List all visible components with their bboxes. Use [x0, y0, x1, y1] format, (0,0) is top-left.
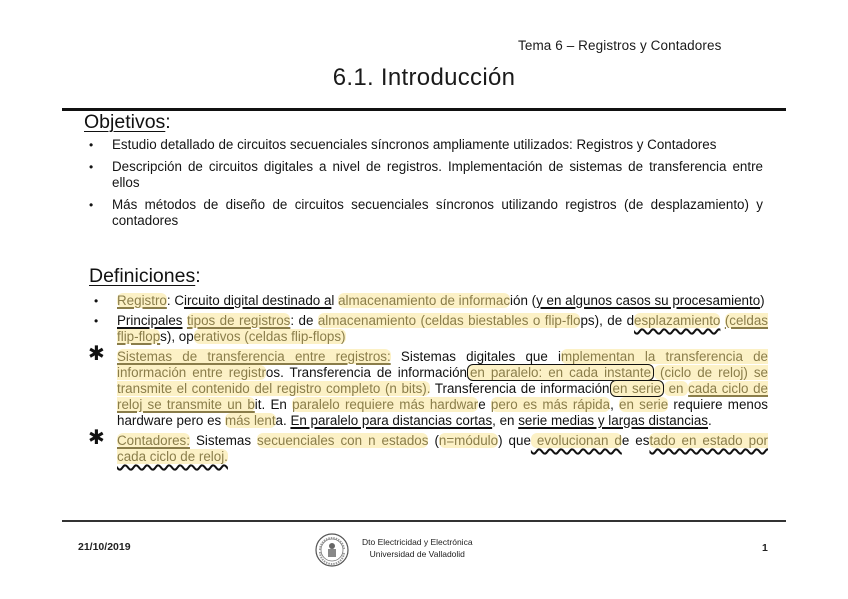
slide-topic: Tema 6 – Registros y Contadores	[518, 38, 722, 53]
footer-organization: Dto Electricidad y Electrónica Universidad de Valladolid	[362, 537, 473, 559]
objective-item: • Más métodos de diseño de circuitos secuenciales síncronos utilizando registros (de desplazamiento) y contadores	[89, 197, 763, 229]
asterisk-mark-icon: ✱	[88, 343, 105, 365]
definition-transferencia: ✱ Sistemas de transferencia entre registros: Sistemas digitales que implementan la transferencia de información entre registros. Transferencia de información en paralelo: en cada instante (ciclo de reloj) se transmite el contenido del registro completo (n bits). Transferencia de información en serie en cada ciclo de reloj se transmite un bit. En paralelo requiere más hardware pero es más rápida, en serie requiere menos hardware pero es más lenta. En paralelo para distancias cortas, en serie medias y largas distancias.	[88, 343, 768, 428]
definition-tipos: • Principales tipos de registros: de almacenamiento (celdas biestables o flip-flops), de desplazamiento (celdas flip-flops), operativos (celdas flip-flops)	[94, 313, 768, 345]
definition-contadores: ✱ Contadores: Sistemas secuenciales con n estados (n=módulo) que evolucionan de estado en estado por cada ciclo de reloj.	[88, 427, 768, 464]
slide-title	[0, 64, 848, 92]
asterisk-mark-icon: ✱	[88, 427, 105, 449]
slide-title-text: 6.1. Introducción	[332, 64, 516, 91]
definitions-heading: Definiciones:	[89, 265, 201, 287]
definition-registro: • Registro: Circuito digital destinado al almacenamiento de información (y en algunos casos su procesamiento)	[94, 293, 768, 309]
page-number: 1	[762, 542, 768, 554]
university-seal-icon	[314, 532, 350, 568]
footer-date: 21/10/2019	[78, 541, 131, 553]
objectives-heading: Objetivos:	[84, 111, 171, 133]
objectives-list	[89, 137, 763, 235]
definitions-list	[88, 293, 768, 469]
objective-item: • Estudio detallado de circuitos secuenciales síncronos ampliamente utilizados: Registros y Contadores	[89, 137, 763, 153]
bottom-divider	[62, 520, 786, 522]
objective-item: • Descripción de circuitos digitales a nivel de registros. Implementación de sistemas de transferencia entre ellos	[89, 159, 763, 191]
